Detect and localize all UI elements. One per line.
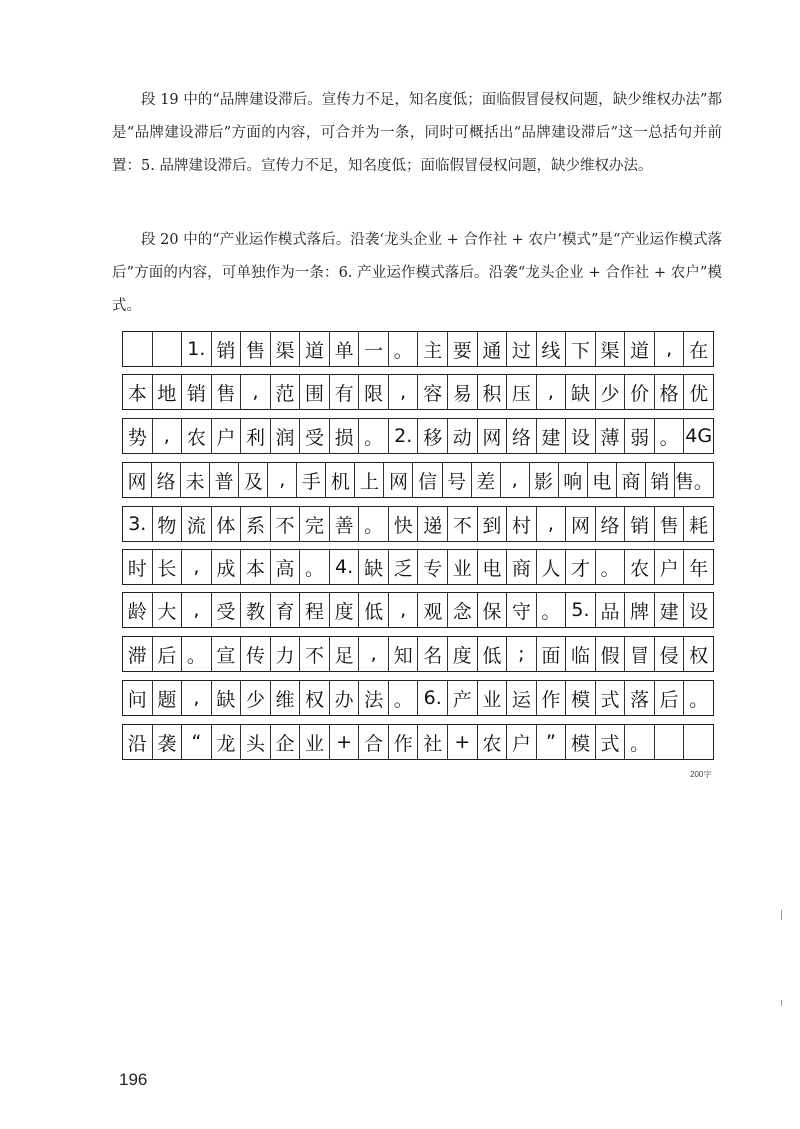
grid-cell: 题 [153, 681, 183, 715]
grid-row [122, 506, 714, 542]
grid-cell: 落 [625, 681, 655, 715]
grid-cell: 守 [507, 593, 537, 627]
grid-cell: 下 [566, 332, 596, 366]
grid-cell: 高 [271, 550, 301, 584]
grid-cell: , [182, 550, 212, 584]
grid-cell: 要 [448, 332, 478, 366]
grid-cell: , [537, 507, 567, 541]
grid-row [122, 418, 714, 454]
grid-cell: 4. [330, 550, 360, 584]
grid-cell: 业 [300, 725, 330, 759]
grid-cell: 成 [212, 550, 242, 584]
grid-cell: 作 [537, 681, 567, 715]
grid-cell: 农 [478, 725, 508, 759]
grid-cell: 。 [389, 681, 419, 715]
grid-cell: ” [537, 725, 567, 759]
grid-cell: 时 [123, 550, 153, 584]
grid-cell: 利 [241, 419, 271, 453]
grid-cell: 本 [241, 550, 271, 584]
grid-cell: 假 [596, 637, 626, 671]
grid-cell: 农 [182, 419, 212, 453]
grid-cell: 优 [689, 382, 709, 405]
grid-cell: , [501, 463, 530, 497]
grid-cell: 格 [655, 375, 685, 409]
grid-cell: , [153, 419, 183, 453]
grid-cell: 。 [596, 550, 626, 584]
grid-cell: 产 [448, 681, 478, 715]
grid-cell: 。 [689, 688, 709, 711]
grid-cell: 5. [566, 593, 596, 627]
grid-cell: 袭 [153, 725, 183, 759]
grid-cell: 电 [588, 463, 617, 497]
grid-cell: 网 [384, 463, 413, 497]
grid-cell: 农 [625, 550, 655, 584]
grid-cell: 品 [596, 593, 626, 627]
grid-cell: 移 [418, 419, 448, 453]
grid-cell: 4G [685, 425, 713, 447]
grid-cell: 范 [271, 375, 301, 409]
grid-cell: ; [507, 637, 537, 671]
grid-cell: 。 [625, 725, 655, 759]
grid-cell: 本 [123, 375, 153, 409]
grid-cell: 销 [182, 375, 212, 409]
grid-cell: 临 [566, 637, 596, 671]
grid-cell: , [182, 681, 212, 715]
grid-cell: 不 [271, 507, 301, 541]
grid-cell: 通 [478, 332, 508, 366]
grid-cell: 滞 [123, 637, 153, 671]
grid-cell: 村 [507, 507, 537, 541]
grid-cell: 3. [123, 507, 153, 541]
grid-cell [123, 332, 153, 366]
grid-row [122, 462, 714, 498]
grid-cell: , [359, 637, 389, 671]
grid-cell: 络 [596, 507, 626, 541]
grid-cell: 面 [537, 637, 567, 671]
grid-cell: 问 [123, 681, 153, 715]
grid-cell: 差 [472, 463, 501, 497]
grid-cell: 办 [330, 681, 360, 715]
grid-cell: 在 [689, 339, 709, 362]
grid-cell: 知 [389, 637, 419, 671]
grid-cell: 度 [330, 593, 360, 627]
grid-cell: 网 [478, 419, 508, 453]
grid-cell: 缺 [212, 681, 242, 715]
grid-cell: 渠 [271, 332, 301, 366]
grid-cell: 售 [655, 507, 685, 541]
grid-cell: 缺 [566, 375, 596, 409]
grid-cell: , [389, 375, 419, 409]
grid-cell: 人 [537, 550, 567, 584]
grid-cell: 响 [559, 463, 588, 497]
grid-cell: 合 [359, 725, 389, 759]
grid-cell: 不 [448, 507, 478, 541]
grid-row [122, 724, 714, 760]
grid-cell: 少 [596, 375, 626, 409]
grid-cell: 积 [478, 375, 508, 409]
grid-cell: “ [182, 725, 212, 759]
grid-cell: 。 [359, 419, 389, 453]
grid-cell: 号 [443, 463, 472, 497]
grid-cell: 销 [625, 507, 655, 541]
grid-cell: 长 [153, 550, 183, 584]
grid-cell: 侵 [655, 637, 685, 671]
grid-cell: 销 [212, 332, 242, 366]
grid-cell: 程 [300, 593, 330, 627]
grid-cell: 龄 [123, 593, 153, 627]
grid-cell: 动 [448, 419, 478, 453]
grid-cell: 电 [478, 550, 508, 584]
grid-cell: 大 [153, 593, 183, 627]
grid-cell: 专 [418, 550, 448, 584]
grid-cell: 薄 [596, 419, 626, 453]
grid-cell: 售 [212, 375, 242, 409]
grid-cell: , [389, 593, 419, 627]
grid-cell: 。 [300, 550, 330, 584]
grid-cell: 念 [448, 593, 478, 627]
grid-cell: 法 [359, 681, 389, 715]
grid-cell: 模 [566, 725, 596, 759]
grid-cell: 沿 [123, 725, 153, 759]
grid-cell: 后 [153, 637, 183, 671]
grid-cell: 教 [241, 593, 271, 627]
grid-cell: 过 [507, 332, 537, 366]
grid-cell: 2. [389, 419, 419, 453]
grid-cell: 足 [330, 637, 360, 671]
grid-cell: 传 [241, 637, 271, 671]
grid-cell: 体 [212, 507, 242, 541]
grid-cell: 递 [418, 507, 448, 541]
grid-cell: , [268, 463, 297, 497]
grid-cell: 户 [212, 419, 242, 453]
grid-cell: 牌 [625, 593, 655, 627]
grid-cell: 龙 [212, 725, 242, 759]
grid-cell: 度 [448, 637, 478, 671]
grid-cell: 缺 [359, 550, 389, 584]
grid-cell: 头 [241, 725, 271, 759]
grid-cell: 流 [182, 507, 212, 541]
grid-cell: 业 [448, 550, 478, 584]
grid-cell: 育 [271, 593, 301, 627]
grid-cell: , [182, 593, 212, 627]
grid-cell: 善 [330, 507, 360, 541]
grid-cell: 运 [507, 681, 537, 715]
grid-cell: 式 [596, 725, 626, 759]
paragraph-19-analysis: 段 19 中的“品牌建设滞后。宣传力不足，知名度低；面临假冒侵权问题，缺少维权办法”都是“品牌建设滞后”方面的内容，可合并为一条，同时可概括出“品牌建设滞后”这一总括句并前置：5. 品牌建设滞后。宣传力不足，知名度低；面临假冒侵权问题，缺少维权办法。 [112, 92, 722, 174]
grid-cell: 易 [448, 375, 478, 409]
grid-cell: 企 [271, 725, 301, 759]
grid-cell: 6. [418, 681, 448, 715]
grid-cell: 权 [300, 681, 330, 715]
grid-cell: 单 [330, 332, 360, 366]
grid-cell: 系 [241, 507, 271, 541]
grid-cell: 观 [418, 593, 448, 627]
grid-cell: 权 [689, 644, 709, 667]
grid-cell: 建 [655, 593, 685, 627]
grid-cell: 弱 [625, 419, 655, 453]
grid-cell: 模 [566, 681, 596, 715]
grid-cell: 耗 [689, 514, 709, 537]
grid-cell: 保 [478, 593, 508, 627]
grid-cell: , [241, 375, 271, 409]
grid-cell: 商 [507, 550, 537, 584]
grid-cell: + [448, 725, 478, 759]
grid-cell: 年 [689, 557, 709, 580]
grid-cell: 一 [359, 332, 389, 366]
grid-cell: 上 [355, 463, 384, 497]
grid-cell: 售 [241, 332, 271, 366]
grid-cell: 1. [182, 332, 212, 366]
grid-cell: 受 [300, 419, 330, 453]
grid-cell: 名 [418, 637, 448, 671]
grid-cell: 建 [537, 419, 567, 453]
grid-cell: 物 [153, 507, 183, 541]
page-number: 196 [119, 1070, 148, 1089]
grid-cell: 围 [300, 375, 330, 409]
grid-cell: 不 [300, 637, 330, 671]
grid-cell: 冒 [625, 637, 655, 671]
grid-cell: 作 [389, 725, 419, 759]
grid-cell [153, 332, 183, 366]
grid-cell: 维 [271, 681, 301, 715]
grid-cell: + [330, 725, 360, 759]
grid-cell: 设 [689, 600, 709, 623]
grid-cell: 渠 [596, 332, 626, 366]
grid-cell: 设 [566, 419, 596, 453]
grid-row [122, 636, 714, 672]
grid-cell: 未 [181, 463, 210, 497]
grid-cell: 普 [210, 463, 239, 497]
grid-cell: , [655, 332, 685, 366]
grid-cell: 容 [418, 375, 448, 409]
grid-cell: 业 [478, 681, 508, 715]
grid-cell: 手 [297, 463, 326, 497]
grid-cell: 道 [300, 332, 330, 366]
grid-cell: 。 [359, 507, 389, 541]
grid-cell: 快 [389, 507, 419, 541]
grid-cell: 。 [182, 637, 212, 671]
grid-cell: 户 [507, 725, 537, 759]
grid-cell: 润 [271, 419, 301, 453]
grid-cell: 力 [271, 637, 301, 671]
grid-row [122, 592, 714, 628]
grid-cell: 信 [413, 463, 442, 497]
grid-cell: 络 [152, 463, 181, 497]
grid-cell: 到 [478, 507, 508, 541]
grid-cell: 少 [241, 681, 271, 715]
grid-cell: 损 [330, 419, 360, 453]
grid-cell: 完 [300, 507, 330, 541]
grid-cell: 。 [389, 332, 419, 366]
grid-cell: 低 [359, 593, 389, 627]
scan-speck [781, 910, 782, 920]
grid-cell: 影 [530, 463, 559, 497]
grid-cell: 社 [418, 725, 448, 759]
grid-cell: 压 [507, 375, 537, 409]
paragraph-20-analysis: 段 20 中的“产业运作模式落后。沿袭‘龙头企业 + 合作社 + 农户’模式”是“产业运作模式落后”方面的内容，可单独作为一条：6. 产业运作模式落后。沿袭“龙头企业 + 合作社 + 农户”模式。 [112, 232, 722, 314]
grid-cell: 后 [655, 681, 685, 715]
grid-cell: 限 [359, 375, 389, 409]
grid-row [122, 680, 714, 716]
grid-cell: 道 [625, 332, 655, 366]
grid-cell: 网 [123, 463, 152, 497]
grid-cell: 乏 [389, 550, 419, 584]
grid-cell: 户 [655, 550, 685, 584]
grid-cell: 络 [507, 419, 537, 453]
word-count-label: 200字 [690, 770, 712, 779]
grid-cell: 有 [330, 375, 360, 409]
grid-cell: 式 [596, 681, 626, 715]
scan-speck [781, 1000, 782, 1006]
grid-cell: 商 [617, 463, 646, 497]
grid-cell: 网 [566, 507, 596, 541]
grid-cell: 机 [326, 463, 355, 497]
grid-cell: 售。 [674, 470, 713, 493]
grid-row [122, 331, 714, 367]
grid-cell: 价 [625, 375, 655, 409]
grid-cell: 宣 [212, 637, 242, 671]
grid-cell: 受 [212, 593, 242, 627]
grid-cell: , [537, 375, 567, 409]
grid-cell: 低 [478, 637, 508, 671]
grid-row [122, 374, 714, 410]
grid-cell: 。 [537, 593, 567, 627]
grid-cell: 才 [566, 550, 596, 584]
grid-cell: 势 [123, 419, 153, 453]
grid-cell [684, 725, 713, 759]
grid-row [122, 549, 714, 585]
grid-cell: 线 [537, 332, 567, 366]
grid-cell: 及 [239, 463, 268, 497]
grid-cell: 地 [153, 375, 183, 409]
grid-cell: 销 [646, 463, 675, 497]
grid-cell: 。 [655, 419, 685, 453]
grid-cell [655, 725, 685, 759]
grid-cell: 主 [418, 332, 448, 366]
